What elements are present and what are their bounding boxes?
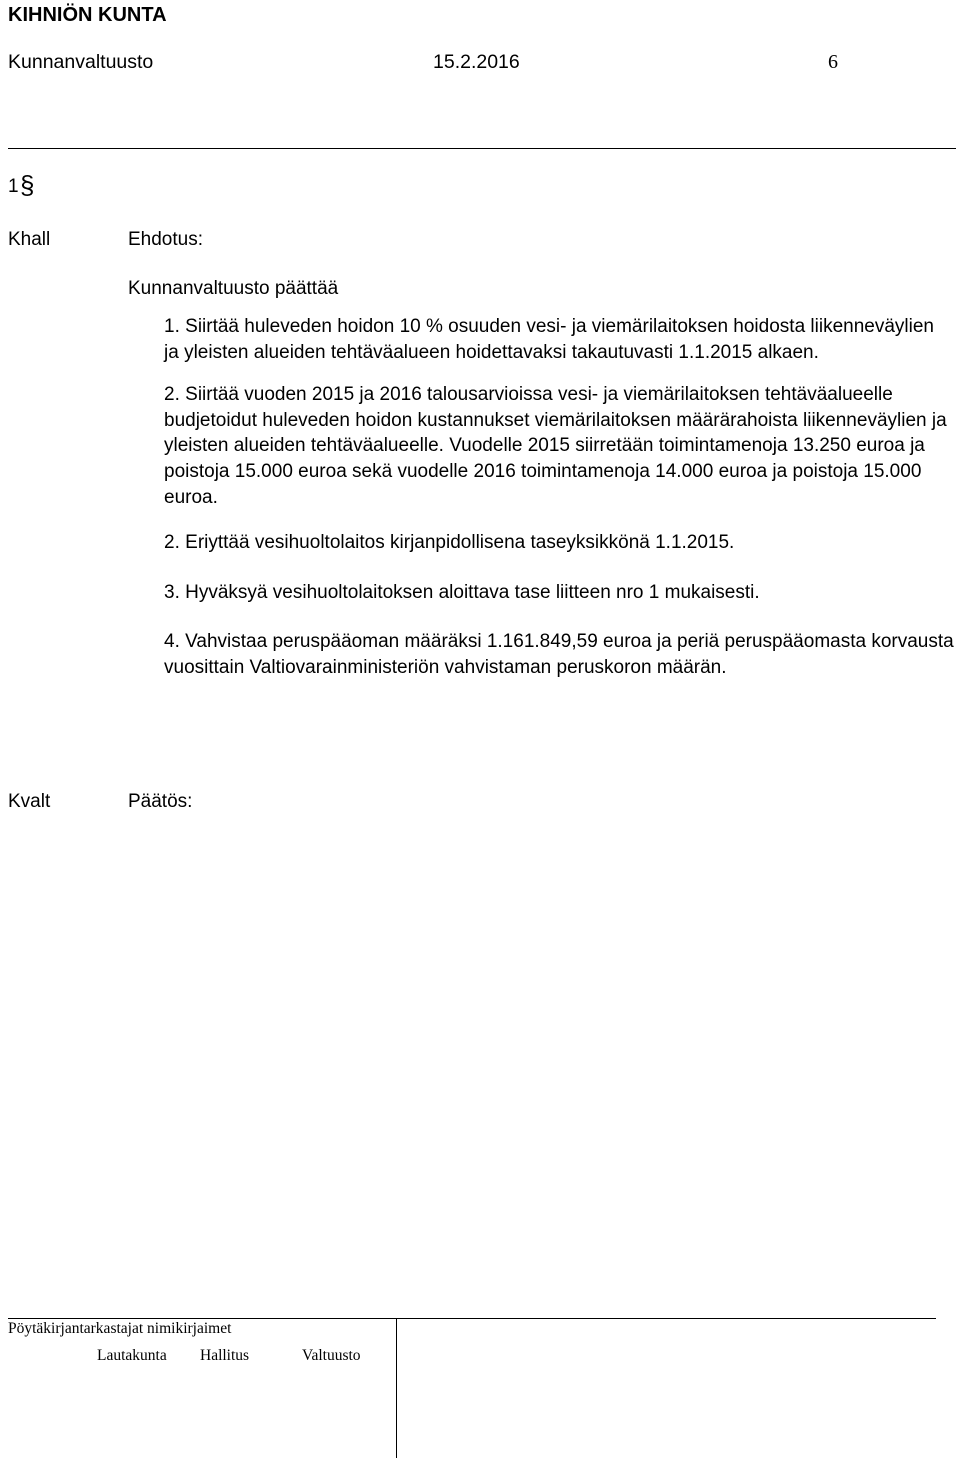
kvalt-label: Kvalt <box>8 791 51 812</box>
signature-title: Pöytäkirjantarkastajat nimikirjaimet <box>8 1320 232 1337</box>
signer-valtuusto: Valtuusto <box>302 1347 361 1364</box>
section-sign: § <box>20 170 35 200</box>
proposal-item <box>164 629 954 680</box>
item-text: Eriyttää vesihuoltolaitos kirjanpidollisena taseyksikkönä 1.1.2015. <box>185 532 735 554</box>
proposal-item <box>164 382 954 510</box>
item-number: 1. <box>164 316 180 337</box>
item-number: 4. <box>164 631 180 653</box>
item-text: Hyväksyä vesihuoltolaitoksen aloittava tase liitteen nro 1 mukaisesti. <box>185 581 760 603</box>
header-divider <box>8 148 956 149</box>
proposal-item <box>164 314 954 365</box>
signer-hallitus: Hallitus <box>200 1347 250 1364</box>
proposal-label: Ehdotus: <box>128 229 203 250</box>
proposal-items <box>164 314 954 698</box>
khall-label: Khall <box>8 229 51 250</box>
decision-label: Päätös: <box>128 791 193 812</box>
section-number: 1 <box>8 176 19 197</box>
item-text: Siirtää huleveden hoidon 10 % osuuden vesi- ja viemärilaitoksen hoidosta liikenneväylien ja yleisten alueiden tehtäväalueen hoidettavaksi takautuvasti 1.1.2015 alkaen. <box>164 316 934 363</box>
proposal-item <box>164 530 954 556</box>
item-number: 2. <box>164 532 180 554</box>
page-number: 6 <box>828 51 838 73</box>
meeting-body: Kunnanvaltuusto <box>8 51 154 73</box>
item-text: Siirtää vuoden 2015 ja 2016 talousarvioissa vesi- ja viemärilaitoksen tehtäväalueelle budjetoidut huleveden hoidon kustannukset viemärilaitoksen määrärahoista liikenneväylien ja yleisten alueiden tehtäväalueelle. Vuodelle 2015 siirretään toimintamenoja 13.250 euroa ja poistoja 15.000 euroa sekä vuodelle 2016 toimintamenoja 14.000 euroa ja poistoja 15.000 euroa. <box>164 384 947 508</box>
signer-lautakunta: Lautakunta <box>97 1347 167 1364</box>
proposal-item <box>164 580 954 606</box>
item-number: 3. <box>164 581 180 603</box>
item-number: 2. <box>164 384 180 406</box>
decides-text: Kunnanvaltuusto päättää <box>128 278 339 299</box>
organization-name: KIHNIÖN KUNTA <box>8 4 167 26</box>
item-text: Vahvistaa peruspääoman määräksi 1.161.849,59 euroa ja periä peruspääomasta korvausta vuosittain Valtiovarainministeriön vahvistaman peruskoron määrän. <box>164 631 954 678</box>
signature-box <box>8 1318 397 1458</box>
meeting-date: 15.2.2016 <box>433 51 520 73</box>
